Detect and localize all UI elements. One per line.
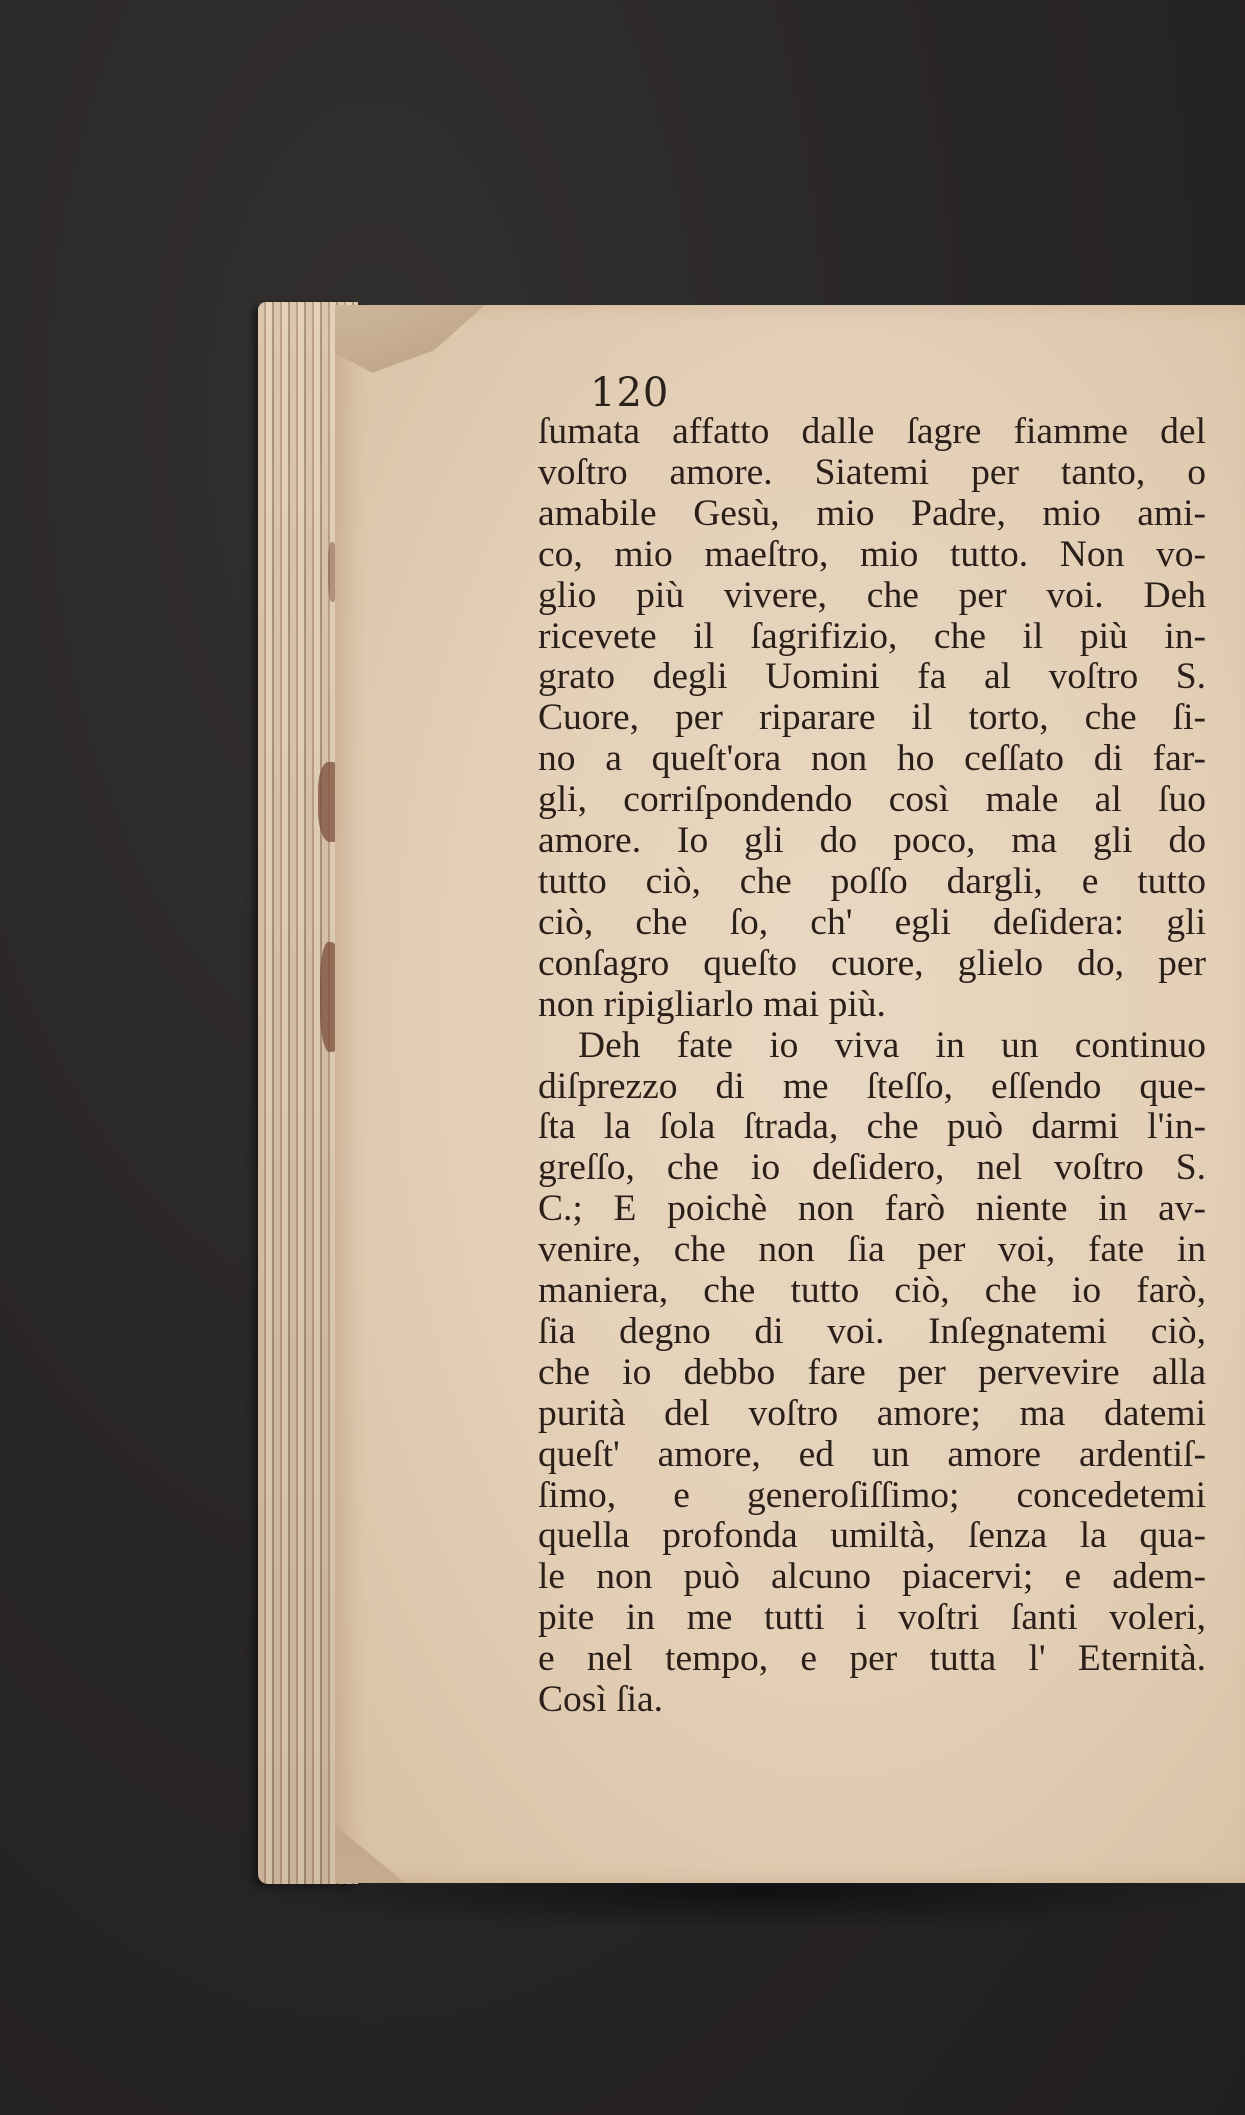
text-line: amore. Io gli do poco, ma gli do [538,821,1206,862]
text-line: tutto ciò, che poſſo dargli, e tutto [538,861,1206,902]
text-line: diſprezzo di me ſteſſo, eſſendo que- [538,1066,1206,1107]
text-line: co, mio maeſtro, mio tutto. Non vo- [538,534,1206,575]
text-line: le non può alcuno piacervi; e adem- [538,1557,1206,1598]
text-line: Cuore, per riparare il torto, che ſi- [538,698,1206,739]
text-line: queſt' amore, ed un amore ardentiſ- [538,1434,1206,1475]
text-line: no a queſt'ora non ho ceſſato di far- [538,739,1206,780]
page-number: 120 [590,370,670,416]
text-line: ciò, che ſo, ch' egli deſidera: gli [538,902,1206,943]
text-line: e nel tempo, e per tutta l' Eternità. [538,1639,1206,1680]
text-line: che io debbo fare per pervevire alla [538,1352,1206,1393]
text-line: pite in me tutti i voſtri ſanti voleri, [538,1598,1206,1639]
text-line: Deh fate io viva in un continuo [578,1025,1206,1066]
text-line: venire, che non ſia per voi, fate in [538,1230,1206,1271]
text-line: ſia degno di voi. Inſegnatemi ciò, [538,1311,1206,1352]
text-line: amabile Gesù, mio Padre, mio ami- [538,493,1206,534]
text-line: conſagro queſto cuore, glielo do, per [538,943,1206,984]
text-line: non ripigliarlo mai più. [538,984,886,1025]
page-text [538,412,1206,1721]
text-line: greſſo, che io deſidero, nel voſtro S. [538,1148,1206,1189]
text-line: quella profonda umiltà, ſenza la qua- [538,1516,1206,1557]
text-line: purità del voſtro amore; ma datemi [538,1393,1206,1434]
text-line: ſimo, e generoſiſſimo; concedetemi [538,1475,1206,1516]
text-line: voſtro amore. Siatemi per tanto, o [538,452,1206,493]
text-line: ricevete il ſagrifizio, che il più in- [538,616,1206,657]
text-line: ſumata affatto dalle ſagre fiamme del [538,412,1206,452]
text-line: glio più vivere, che per voi. Deh [538,575,1206,616]
text-line: maniera, che tutto ciò, che io farò, [538,1271,1206,1312]
text-line: grato degli Uomini fa al voſtro S. [538,657,1206,698]
text-line: ſta la ſola ſtrada, che può darmi l'in- [538,1107,1206,1148]
text-line: Così ſia. [538,1680,664,1721]
text-line: C.; E poichè non farò niente in av- [538,1189,1206,1230]
text-line: gli, corriſpondendo così male al ſuo [538,780,1206,821]
